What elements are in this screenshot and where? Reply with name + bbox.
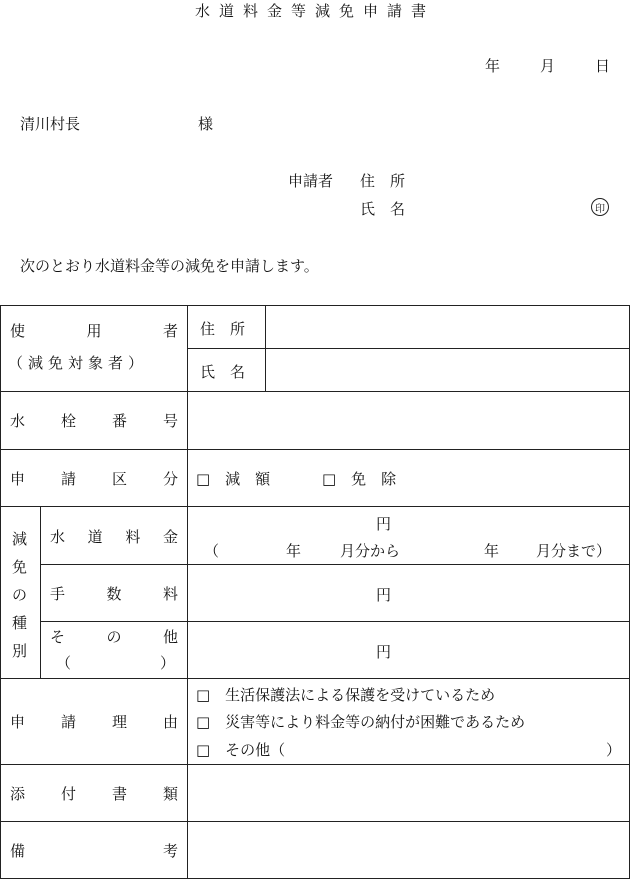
category-exemption-option[interactable]: □ 免 除 [322, 470, 397, 488]
kind-other-yen: 円 [376, 643, 392, 661]
applicant-address-label: 住 所 [360, 172, 406, 190]
intro-text: 次のとおり水道料金等の減免を申請します。 [20, 257, 319, 275]
date-year-label: 年 [485, 57, 501, 75]
category-label: 申 請 区 分 [10, 469, 178, 488]
kind-water-yen: 円 [376, 515, 392, 533]
period-open: （ [204, 542, 220, 560]
user-label-char-3: 者 [162, 321, 178, 340]
user-address-label: 住 所 [200, 320, 246, 338]
page-title: 水道料金等減免申請書 [194, 2, 435, 20]
seal-mark: 印 [591, 198, 609, 216]
kind-fee-yen: 円 [376, 586, 392, 604]
attachments-label: 添 付 書 類 [10, 784, 178, 803]
addressee-honorific: 様 [198, 115, 214, 133]
date-month-label: 月 [540, 57, 556, 75]
reason-other-close: ） [606, 741, 622, 759]
hydrant-number-field[interactable] [188, 392, 629, 449]
user-sublabel: （減免対象者） [8, 354, 149, 372]
category-reduction-option[interactable]: □ 減 額 [196, 470, 271, 488]
kind-other-paren-close: ） [160, 654, 176, 672]
reason-welfare-option[interactable]: □ 生活保護法による保護を受けているため [196, 686, 496, 704]
kind-other-paren-open: （ [56, 654, 72, 672]
kind-fee-label: 手 数 料 [50, 584, 178, 603]
reason-disaster-option[interactable]: □ 災害等により料金等の納付が困難であるため [196, 713, 526, 731]
period-from: 月分から [340, 542, 401, 560]
attachments-field[interactable] [188, 765, 629, 821]
kind-other-label: そ の 他 [50, 627, 178, 646]
user-label-char-1: 使 [10, 321, 26, 340]
user-name-label: 氏 名 [200, 363, 246, 381]
reason-label: 申 請 理 由 [10, 712, 178, 731]
hydrant-label: 水 栓 番 号 [10, 411, 178, 430]
user-name-field[interactable] [266, 349, 629, 391]
remarks-label: 備 考 [10, 841, 178, 860]
period-year2: 年 [484, 542, 500, 560]
period-year1: 年 [286, 542, 302, 560]
user-label-row [10, 318, 178, 342]
reason-other-option[interactable]: □ その他（ [196, 741, 286, 759]
applicant-label: 申請者 [288, 172, 334, 190]
user-label-char-2: 用 [86, 321, 102, 340]
period-to: 月分まで） [536, 542, 612, 560]
addressee-name: 清川村長 [20, 115, 81, 133]
user-address-field[interactable] [266, 306, 629, 348]
remarks-field[interactable] [188, 822, 629, 878]
date-day-label: 日 [595, 57, 611, 75]
kind-water-label: 水 道 料 金 [50, 527, 178, 546]
applicant-name-label: 氏 名 [360, 200, 406, 218]
kind-label: 減 免 の 種 別 [12, 530, 28, 660]
